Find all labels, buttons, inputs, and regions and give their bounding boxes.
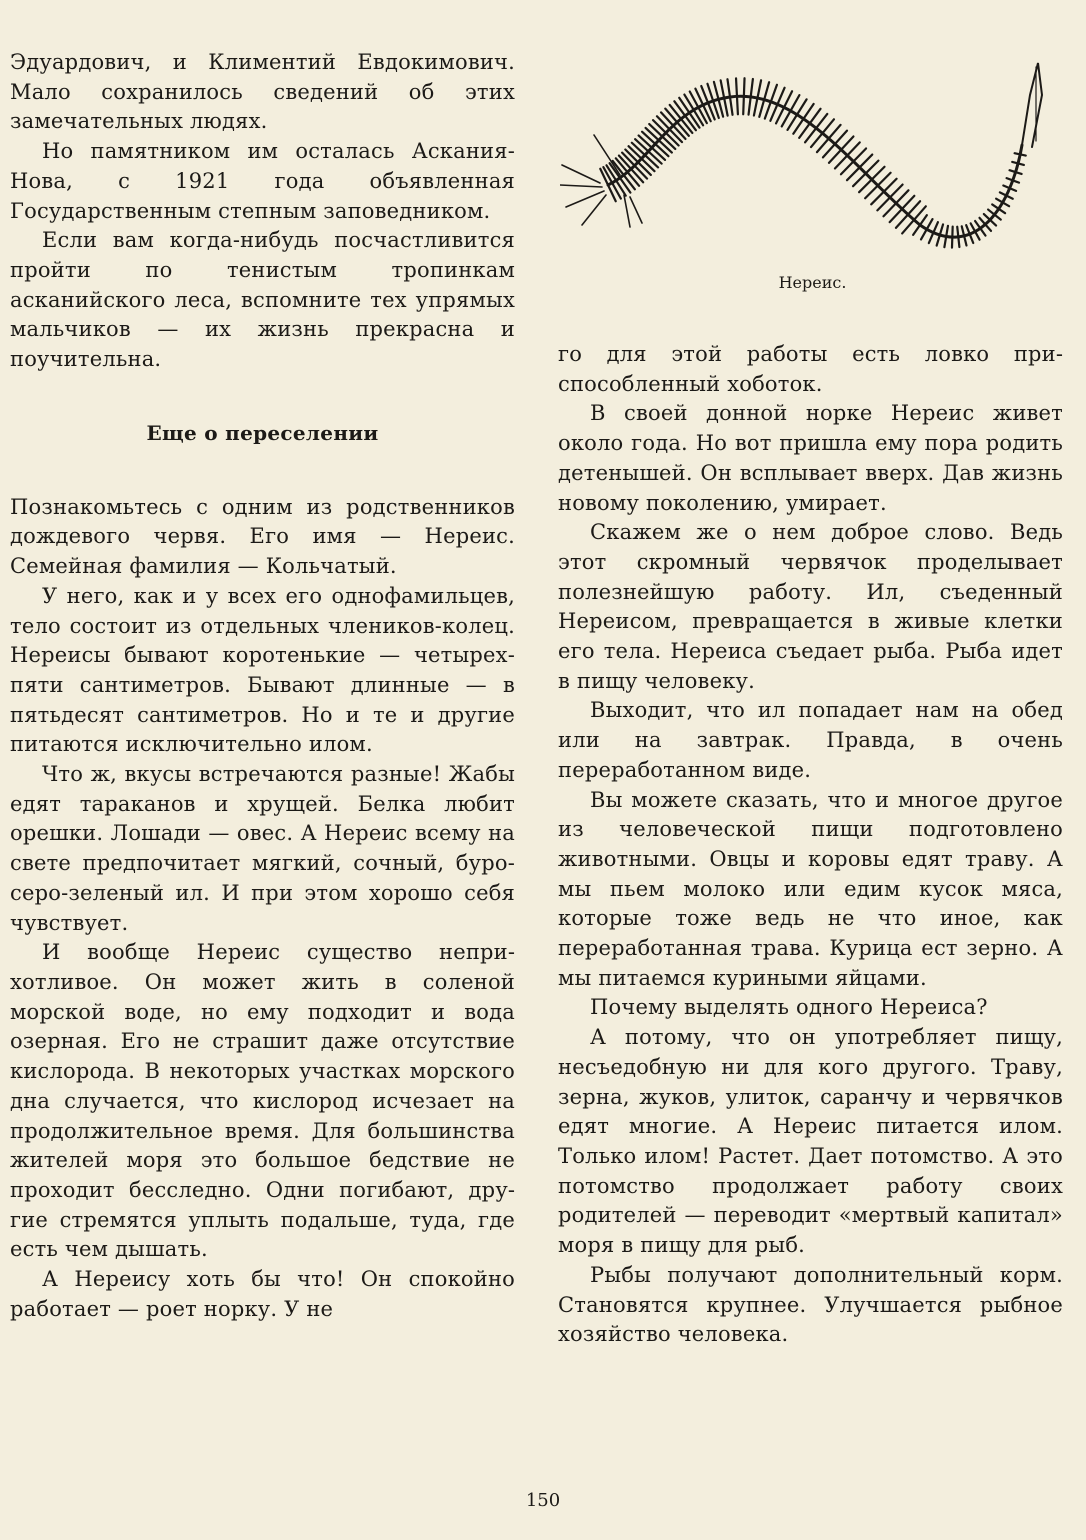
- paragraph: Что ж, вкусы встречаются разные! Жабы едят тараканов и хрущей. Белка любит орешки. Лошади — овес. А Нереис всему на свете предпочитает мягкий, сочный, буро-серо-зеленый ил. И при этом хорошо себя чувствует.: [10, 762, 515, 935]
- nereis-illustration: [560, 55, 1065, 265]
- paragraph: У него, как и у всех его однофамильцев, тело состоит из отдельных члеников-колец. Нереисы бывают коротенькие — четырех-пяти сантиметров. Бывают длинные — в пятьдесят сантиметров. Но и те и другие питаются исключительно илом.: [10, 583, 515, 757]
- paragraph: Выходит, что ил попадает нам на обед или на завтрак. Правда, в очень переработанном виде.: [558, 698, 1063, 782]
- right-column: [558, 340, 1063, 1350]
- paragraph: В своей донной норке Нереис живет около года. Но вот пришла ему пора родить детенышей. Он всплывает вверх. Дав жизнь новому поколению, умирает.: [558, 401, 1063, 515]
- left-column: [10, 48, 515, 1324]
- paragraph: Вы можете сказать, что и многое другое из человеческой пищи подготовлено животными. Овцы и коровы едят траву. А мы пьем молоко или едим кусок мяса, которые тоже ведь не что иное, как переработанная трава. Курица ест зерно. А мы питаемся куриными яйцами.: [558, 787, 1063, 990]
- paragraph: И вообще Нереис существо неприхотливое. Он может жить в соленой морской воде, но ему подходит и вода озерная. Его не страшит даже отсутствие кислорода. В некоторых участках морского дна случается, что кислород исчезает на продолжительное время. Для большинства жителей моря это большое бедствие не проходит бесследно. Одни погибают, другие стремятся уплыть подальше, туда, где есть чем дышать.: [10, 940, 515, 1262]
- figure-caption: Нереис.: [778, 273, 847, 292]
- page-number: 150: [525, 1490, 561, 1511]
- section-heading: Еще о переселении: [146, 420, 379, 445]
- paragraph: Эдуардович, и Климентий Евдокимович. Мало сохранилось сведений об этих замечательных людях.: [10, 50, 515, 134]
- paragraph: Познакомьтесь с одним из родственников дождевого червя. Его имя — Нереис. Семейная фамилия — Кольчатый.: [10, 494, 515, 579]
- paragraph: А Нереису хоть бы что! Он спокойно работает — роет норку. У не: [10, 1267, 515, 1321]
- nereis-figure: [560, 55, 1065, 305]
- paragraph: Почему выделять одного Нереиса?: [590, 995, 988, 1020]
- paragraph: Скажем же о нем доброе слово. Ведь этот скромный червячок проделывает полезнейшую работу. Ил, съеденный Нереисом, превращается в живые клетки его тела. Нереиса съедает рыба. Рыба идет в пищу человеку.: [558, 520, 1063, 693]
- paragraph: Если вам когда-нибудь посчастливится пройти по тенистым тропинкам асканийского леса, вспомните тех упрямых мальчиков — их жизнь прекрасна и поучительна.: [10, 228, 515, 372]
- paragraph: А потому, что он употребляет пищу, несъедобную ни для кого другого. Траву, зерна, жуков, улиток, саранчу и червячков едят многие. А Нереис питается илом. Только илом! Растет. Дает потомство. А это потомство продолжает работу своих родителей — переводит «мертвый капитал» моря в пищу для рыб.: [558, 1025, 1063, 1258]
- paragraph: Рыбы получают дополнительный корм. Становятся крупнее. Улучшается рыбное хозяйство человека.: [558, 1262, 1063, 1347]
- paragraph: го для этой работы есть ловко приспособленный хоботок.: [558, 342, 1063, 396]
- paragraph: Но памятником им осталась Аскания-Нова, с 1921 года объявленная Государственным степным заповедником.: [10, 139, 515, 223]
